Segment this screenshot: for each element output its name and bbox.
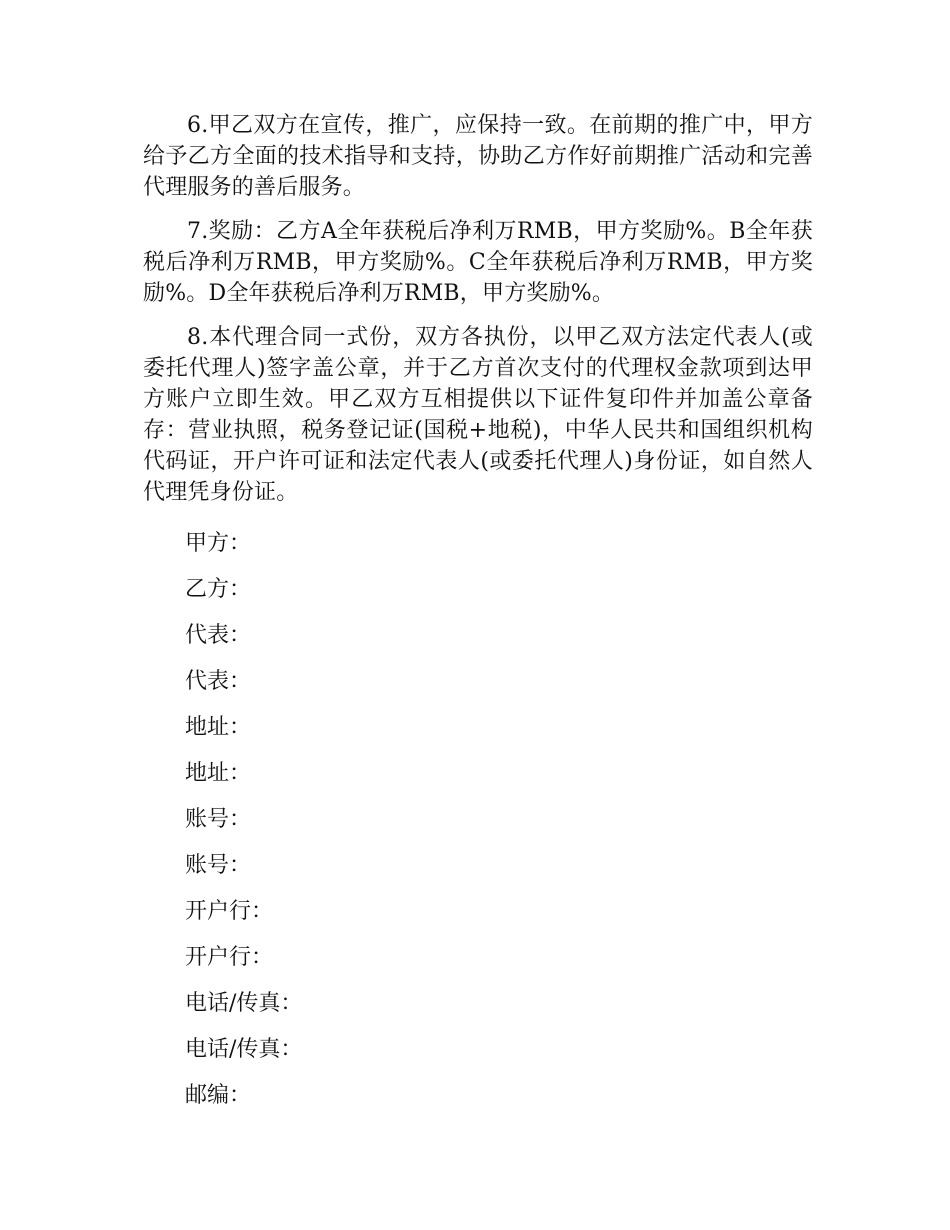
signature-fields bbox=[143, 521, 813, 1119]
document-page bbox=[143, 110, 813, 1119]
party-b-representative-field: 代表： bbox=[185, 669, 252, 694]
party-a-field: 甲方： bbox=[185, 531, 252, 556]
party-a-representative-field: 代表： bbox=[185, 623, 252, 648]
party-b-address-field: 地址： bbox=[185, 761, 252, 786]
clause-7-paragraph: 7.奖励：乙方A全年获税后净利万RMB，甲方奖励%。B全年获税后净利万RMB，甲方奖励%。C全年获税后净利万RMB，甲方奖励%。D全年获税后净利万RMB，甲方奖励%。 bbox=[143, 219, 813, 306]
party-b-field: 乙方： bbox=[185, 577, 252, 602]
party-a-bank-field: 开户行： bbox=[185, 899, 274, 924]
party-a-address-field: 地址： bbox=[185, 715, 252, 740]
party-b-account-field: 账号： bbox=[185, 853, 252, 878]
party-a-account-field: 账号： bbox=[185, 807, 252, 832]
party-a-phone-fax-field: 电话/传真： bbox=[185, 991, 303, 1016]
party-b-bank-field: 开户行： bbox=[185, 945, 274, 970]
postcode-field: 邮编： bbox=[185, 1083, 252, 1108]
party-b-phone-fax-field: 电话/传真： bbox=[185, 1037, 303, 1062]
clause-6-paragraph: 6.甲乙双方在宣传，推广，应保持一致。在前期的推广中，甲方给予乙方全面的技术指导和支持，协助乙方作好前期推广活动和完善代理服务的善后服务。 bbox=[143, 113, 813, 200]
clause-8-paragraph: 8.本代理合同一式份，双方各执份，以甲乙双方法定代表人(或委托代理人)签字盖公章，并于乙方首次支付的代理权金款项到达甲方账户立即生效。甲乙双方互相提供以下证件复印件并加盖公章备存：营业执照，税务登记证(国税+地税)，中华人民共和国组织机构代码证，开户许可证和法定代表人(或委托代理人)身份证，如自然人代理凭身份证。 bbox=[143, 325, 813, 505]
